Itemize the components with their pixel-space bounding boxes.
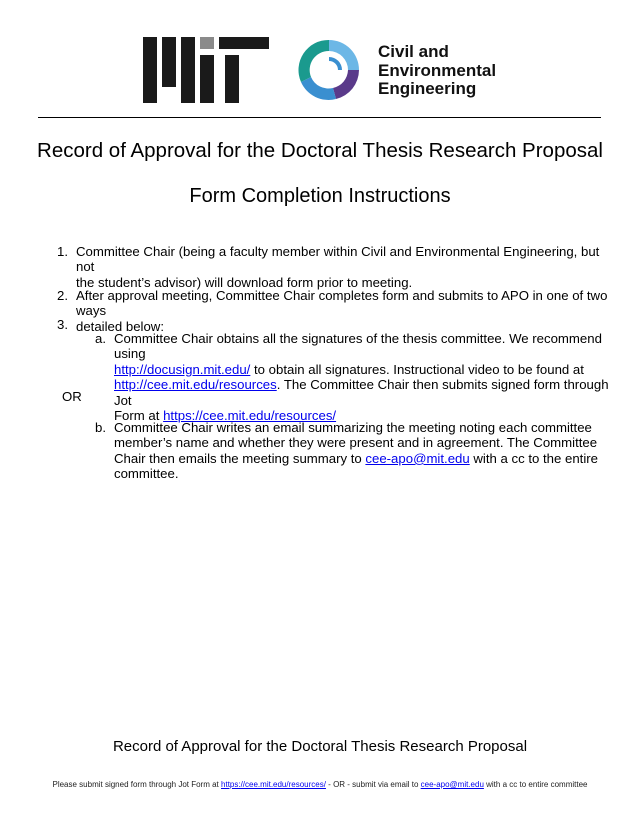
cee-line-2: Environmental [378,60,497,80]
footer-note-mid: - OR - submit via email to [325,780,421,789]
item-2-line-2: detailed below: [76,318,164,334]
instruction-sub-b [114,420,619,482]
sub-b-line-3-text: Chair then emails the meeting summary to [114,450,366,466]
sub-a-line-4-text: Form at [114,408,164,424]
instruction-item-1 [76,244,616,290]
item-1-line-1: Committee Chair (being a faculty member within Civil and Environmental Engineering, but not [76,244,600,275]
page-title: Record of Approval for the Doctoral Thesis Research Proposal [37,139,603,162]
sub-b-line-1: Committee Chair writes an email summarizing the meeting noting each committee [114,420,592,435]
page-subtitle: Form Completion Instructions [189,185,451,207]
cee-resources-link[interactable]: http://cee.mit.edu/resources [114,377,277,393]
cee-department-name [378,43,496,99]
apo-email-link[interactable]: cee-apo@mit.edu [365,450,470,466]
footer-note-text: Please submit signed form through Jot Form at [52,780,222,789]
footer-note-tail: with a cc to entire committee [483,780,588,789]
cee-line-1: Civil and [378,42,449,61]
sub-b-line-4: committee. [114,466,179,482]
jot-form-link[interactable]: https://cee.mit.edu/resources/ [163,408,337,424]
item-2-line-1: After approval meeting, Committee Chair completes form and submits to APO in one of two ways [76,288,608,319]
item-2-number: 2. [57,288,68,303]
sub-b-line-3 [114,451,619,466]
or-label: OR [62,389,82,404]
item-1-line-2: the student’s advisor) will download form prior to meeting. [76,274,413,290]
item-3-number: 3. [57,317,68,332]
cee-line-3: Engineering [378,79,477,98]
sub-a-line-3-text: . The Committee Chair then submits signed form through Jot [114,377,609,408]
docusign-link[interactable]: http://docusign.mit.edu/ [114,361,251,377]
sub-a-line-2-text: to obtain all signatures. Instructional video to be found at [250,361,584,377]
footer-note [0,780,640,789]
footer-jot-form-link[interactable]: https://cee.mit.edu/resources/ [221,780,326,789]
footer-title: Record of Approval for the Doctoral Thesis Research Proposal [112,738,528,755]
cee-ring-logo-icon [296,37,362,103]
item-1-number: 1. [57,244,68,259]
mit-logo-icon [143,37,269,103]
sub-b-line-2: member’s name and whether they were present and in agreement. The Committee [114,435,598,451]
sub-a-line-1: Committee Chair obtains all the signatures of the thesis committee. We recommend using [114,331,602,362]
sub-b-line-3-tail: with a cc to the entire [469,450,598,466]
sub-b-number: b. [95,420,106,435]
instruction-item-2 [76,288,616,334]
sub-a-number: a. [95,331,106,346]
header-divider [38,117,601,118]
sub-a-line-2 [114,362,619,377]
instruction-sub-a [114,331,619,423]
document-header [0,0,640,118]
sub-a-line-3 [114,377,619,408]
footer-email-link[interactable]: cee-apo@mit.edu [420,780,484,789]
